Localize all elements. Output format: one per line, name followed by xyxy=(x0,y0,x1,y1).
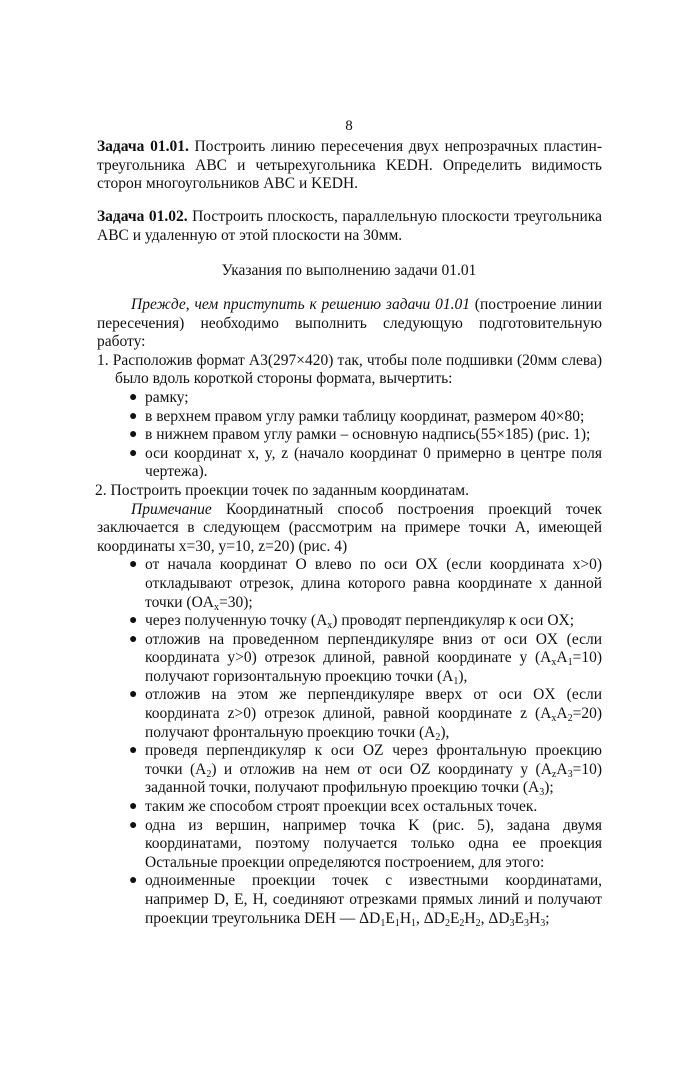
list-item-text: E xyxy=(385,909,395,927)
list-item-text: =20) получают фронтальную проекцию точки (A xyxy=(145,705,602,741)
list-item-text: , ΔD xyxy=(416,909,445,927)
list-item-text: оси координат x, y, z (начало координат 0 примерно в центре поля чертежа). xyxy=(145,444,602,481)
task-01-01-text: Построить линию пересечения двух непрозрачных пластин-треугольника ABC и четырехугольника KEDH. Определить видимость сторон многоугольников ABC и KEDH. xyxy=(97,138,602,193)
list-item-text: в верхнем правом углу рамки таблицу координат, размером 40×80; xyxy=(145,407,585,425)
list-item-text: A xyxy=(556,760,568,778)
step-2: 2. Построить проекции точек по заданным координатам. xyxy=(95,481,469,499)
task-01-02-label: Задача 01.02. xyxy=(97,208,188,225)
list-item-text: отложив на проведенном перпендикуляре вниз от оси OX (если координата y>0) отрезок длиной, равной координате y (A xyxy=(145,630,602,667)
list-item-text: A xyxy=(556,649,568,667)
list-item-text: отложив на этом же перпендикуляре вверх от оси OX (если координата z>0) отрезок длиной, равной координате z (A xyxy=(145,686,602,723)
list-item xyxy=(129,388,602,408)
intro-italic: Прежде, чем приступить к решению задачи 01.01 xyxy=(131,296,470,313)
subscript: 1 xyxy=(567,657,573,669)
list-item-text: H xyxy=(529,909,541,927)
list-item xyxy=(129,872,602,929)
list-item xyxy=(129,426,602,445)
list-item xyxy=(129,686,602,743)
bullet-icon: ● xyxy=(129,613,138,629)
subscript: 2 xyxy=(435,731,441,743)
list-item-text: через полученную точку (A xyxy=(145,612,328,630)
bullet-icon: ● xyxy=(129,817,138,833)
subscript: 3 xyxy=(567,768,573,780)
subscript: 1 xyxy=(394,917,400,929)
subscript: z xyxy=(551,768,557,780)
list-item-text: ) и отложив на нем от оси OZ координату y (A xyxy=(211,760,552,778)
subscript: 1 xyxy=(380,917,386,929)
list-item xyxy=(129,556,602,613)
list-item-text: A xyxy=(556,705,568,723)
list-item-text: =30); xyxy=(218,593,253,611)
subscript: 2 xyxy=(444,917,450,929)
bullet-icon: ● xyxy=(129,557,138,573)
bullet-icon: ● xyxy=(129,408,138,424)
list-item-text: H xyxy=(464,909,476,927)
list-item xyxy=(129,816,602,873)
list-item-text: E xyxy=(514,909,524,927)
list-item-text: рамку; xyxy=(145,388,189,406)
list-item xyxy=(129,612,602,632)
list-item-text: одноименные проекции точек с известными координатами, например D, E, H, соединяют отрезками прямых линий и получают проекции треугольника DEH — ΔD xyxy=(145,872,602,927)
list-item xyxy=(129,444,602,482)
list-item-text: ; xyxy=(545,909,550,927)
list-item-text: в нижнем правом углу рамки – основную надпись(55×185) (рис. 1); xyxy=(145,426,591,444)
list-item-text: от начала координат О влево по оси OX (если координата x>0) откладывают отрезок, длина которого равна координате x данной точки (OA xyxy=(145,556,602,611)
list-item-text: =10) заданной точки, получают профильную проекцию точки (A xyxy=(145,760,602,797)
list-item-text: H xyxy=(399,909,412,927)
task-01-01 xyxy=(97,138,602,194)
instructions-body xyxy=(97,296,602,928)
bullet-icon: ● xyxy=(129,389,138,405)
list-item-text: проведя перпендикуляр к оси OZ через фронтальную проекцию точки (A xyxy=(145,742,602,778)
subscript: 1 xyxy=(453,675,459,687)
subscript: 3 xyxy=(524,917,529,929)
list-item xyxy=(129,407,602,427)
bullet-icon: ● xyxy=(129,687,138,703)
section-heading: Указания по выполнению задачи 01.01 xyxy=(221,262,477,279)
subscript: 3 xyxy=(509,917,515,929)
list-item-text: ), xyxy=(458,667,468,685)
subscript: 2 xyxy=(206,768,212,780)
subscript: 2 xyxy=(459,917,465,929)
bullet-icon: ● xyxy=(129,743,138,759)
note-italic: Примечание xyxy=(131,500,212,518)
step-1-list xyxy=(97,389,602,482)
list-item-text: таким же способом строят проекции всех остальных точек. xyxy=(145,798,538,816)
task-01-02-text: Построить плоскость, параллельную плоскости треугольника ABC и удаленную от этой плоскости на 30мм. xyxy=(97,208,602,244)
intro-paragraph xyxy=(97,296,602,352)
list-item-text: ); xyxy=(544,779,554,797)
page-number: 8 xyxy=(345,118,353,134)
subscript: 2 xyxy=(475,917,481,929)
list-item-text: =10) получают горизонтальную проекцию точки (A xyxy=(145,649,602,685)
subscript: 3 xyxy=(539,787,545,799)
list-item xyxy=(129,742,602,799)
subscript: 3 xyxy=(540,917,546,929)
note-list xyxy=(97,556,602,928)
subscript: x xyxy=(551,713,557,725)
subscript: 1 xyxy=(411,917,417,929)
step-1: 1. Расположив формат А3(297×420) так, чтобы поле подшивки (20мм слева) было вдоль короткой стороны формата, вычертить: xyxy=(97,351,602,388)
note-text: Координатный способ построения проекций точек заключается в следующем (рассмотрим на примере точки А, имеющей координаты x=30, y=10, z=20) (рис. 4) xyxy=(97,500,602,555)
list-item-text: ) проводят перпендикуляр к оси OX; xyxy=(332,612,575,630)
bullet-icon: ● xyxy=(129,631,138,647)
subscript: x xyxy=(327,620,333,632)
subscript: x xyxy=(551,657,557,669)
list-item xyxy=(129,798,602,817)
bullet-icon: ● xyxy=(129,427,138,443)
list-item-text: , ΔD xyxy=(480,909,510,927)
subscript: 2 xyxy=(567,713,573,725)
intro-text: (построение линии пересечения) необходимо выполнить следующую подготовительную работу: xyxy=(97,296,603,351)
task-01-02 xyxy=(97,208,602,245)
note-paragraph xyxy=(97,501,602,557)
bullet-icon: ● xyxy=(129,445,138,461)
task-01-01-label: Задача 01.01. xyxy=(97,138,189,155)
list-item-text: одна из вершин, например точка K (рис. 5), задана двумя координатами, поэтому получается только одна ее проекция Остальные проекции определяются построением, для этого: xyxy=(145,816,602,871)
bullet-icon: ● xyxy=(129,799,138,815)
list-item xyxy=(129,630,602,687)
bullet-icon: ● xyxy=(129,873,138,889)
list-item-text: ), xyxy=(440,723,450,741)
list-item-text: E xyxy=(449,909,460,927)
subscript: x xyxy=(213,601,219,613)
